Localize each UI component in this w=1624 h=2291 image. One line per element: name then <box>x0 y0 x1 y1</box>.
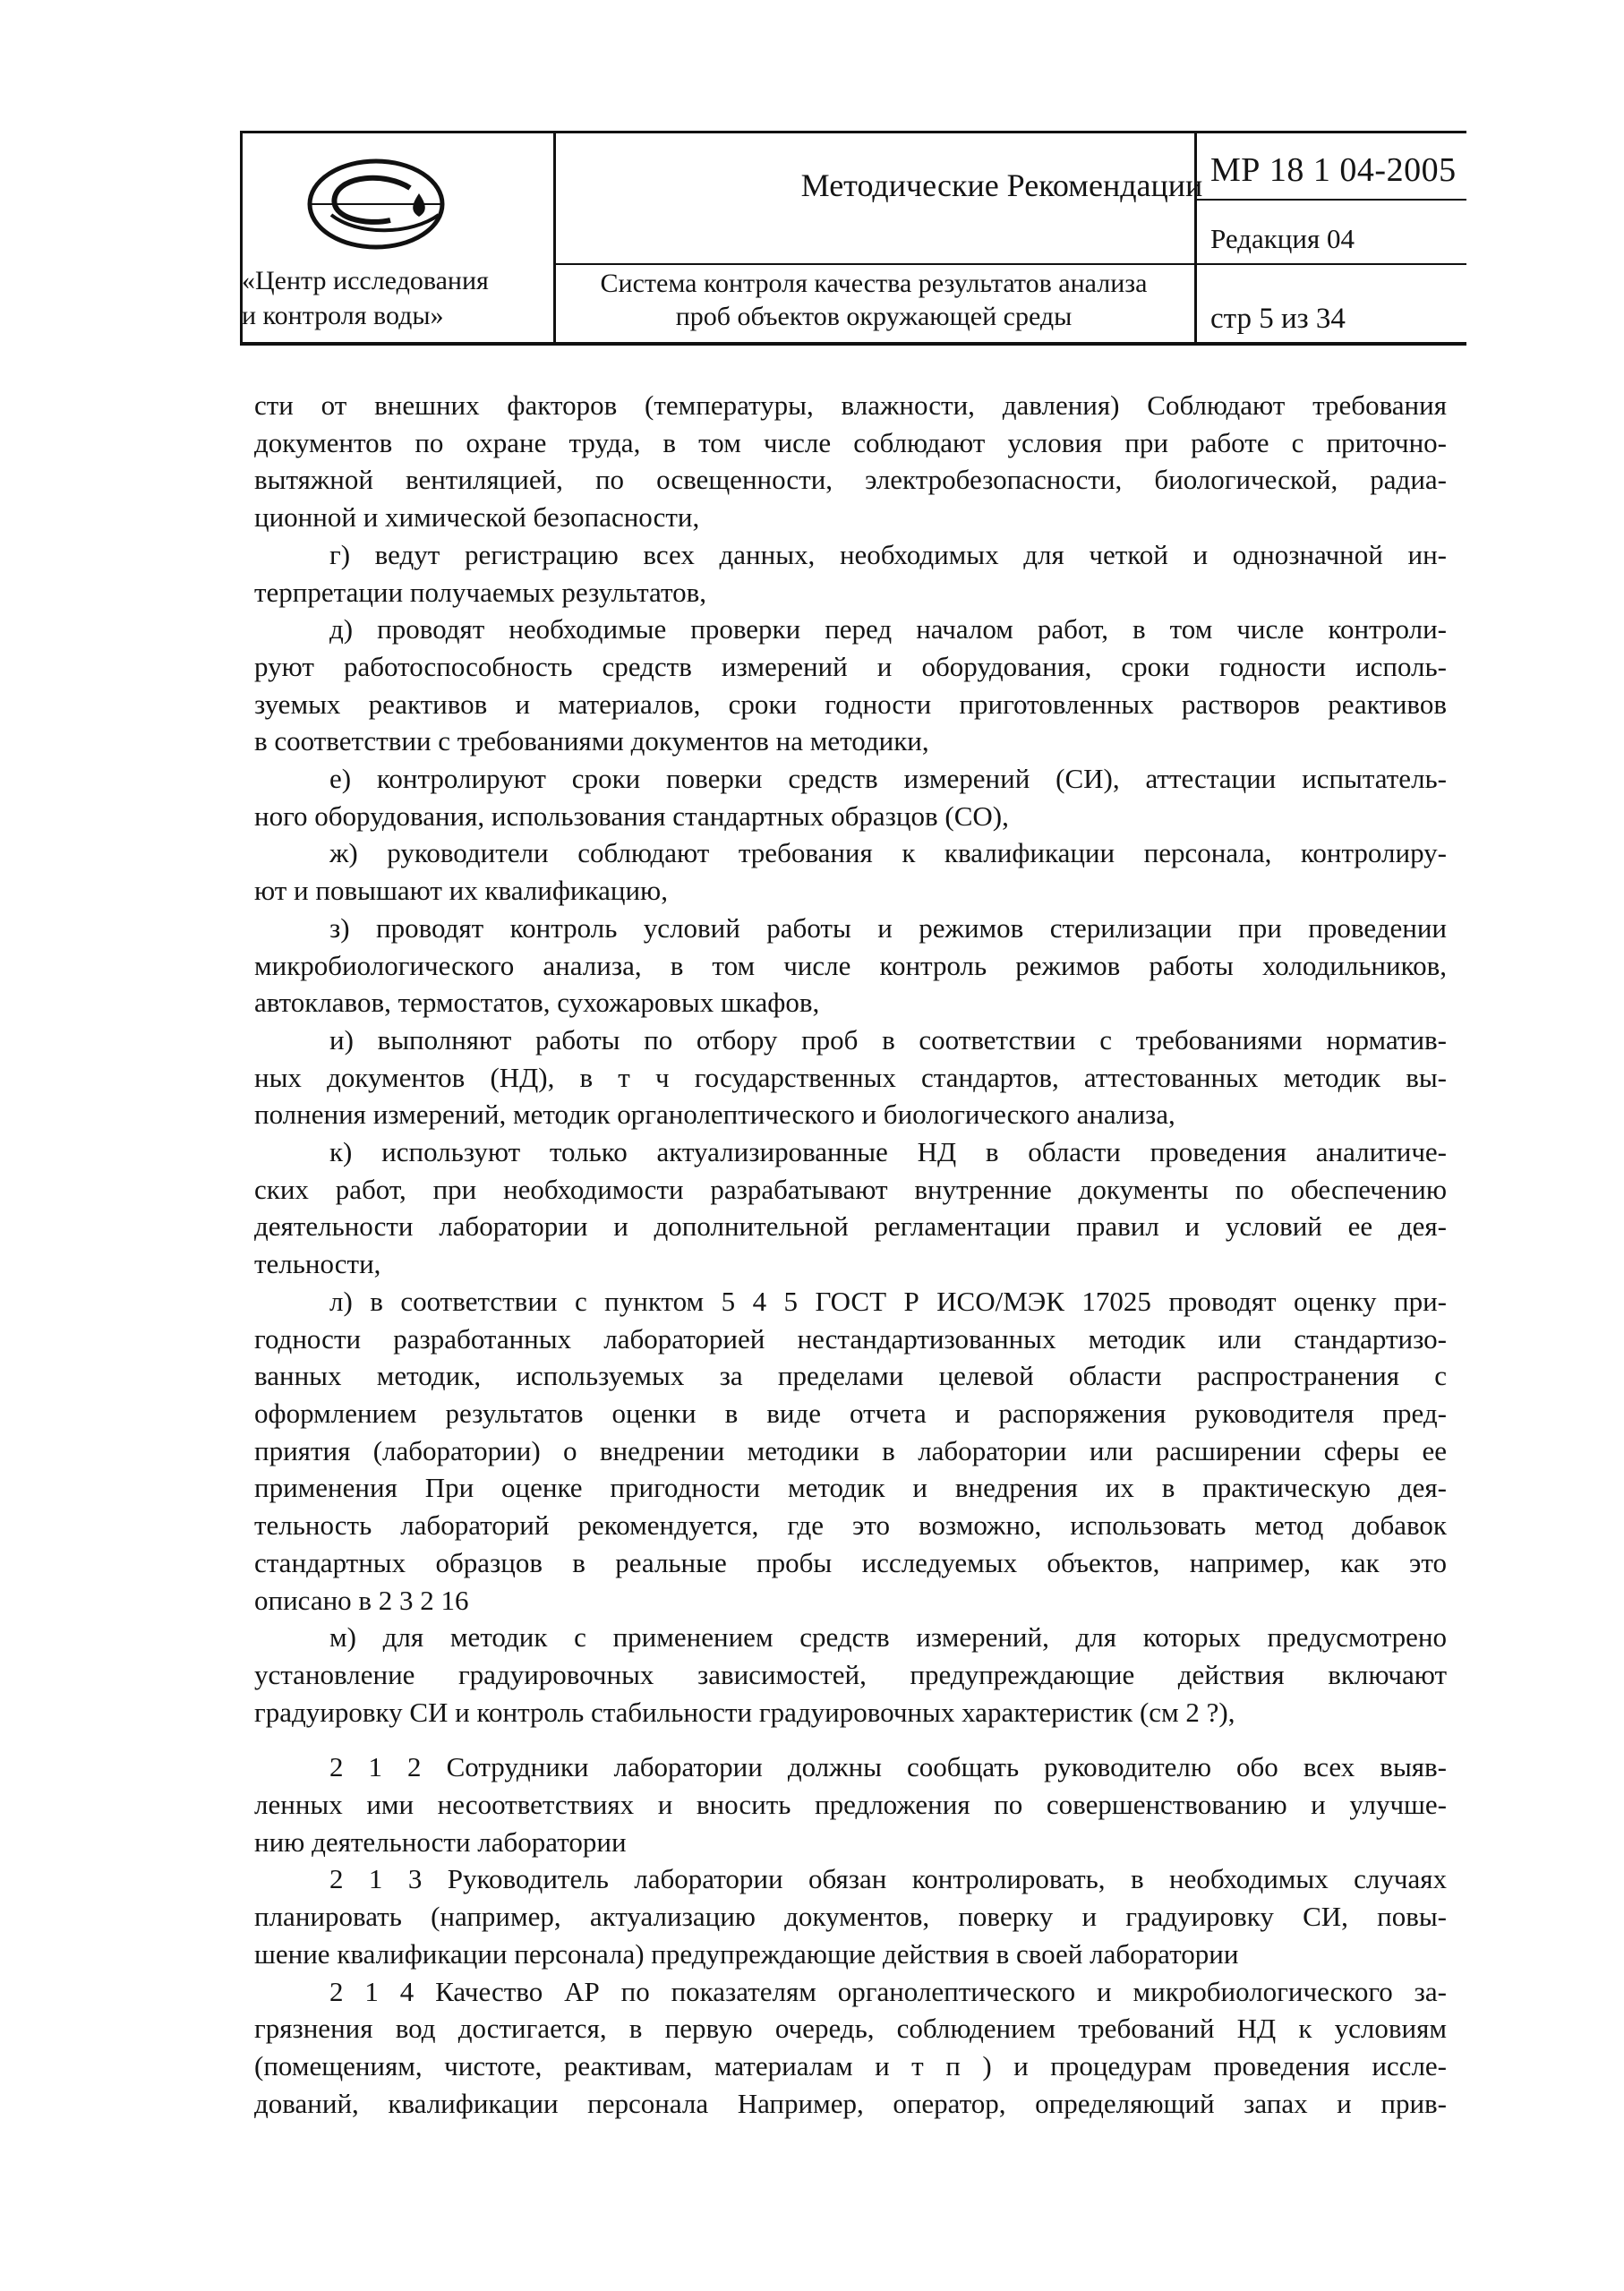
text-line: ных документов (НД), в т ч государственных стандартов, аттестованных методик вы- <box>254 1061 1447 1093</box>
text-line: (помещениям, чистоте, реактивам, материалам и т п ) и процедурам проведения иссле- <box>254 2049 1447 2082</box>
text-line: планировать (например, актуализацию документов, поверку и градуировку СИ, повы- <box>254 1901 1447 1933</box>
paragraph-continuation <box>254 387 1447 536</box>
text-line: нию деятельности лаборатории <box>254 1825 627 1858</box>
text-line: полнения измерений, методик органолептического и биологического анализа, <box>254 1098 1175 1131</box>
document-type-title: Методические Рекомендации <box>800 167 1203 203</box>
text-line: з) проводят контроль условий работы и режимов стерилизации при проведении <box>329 911 1447 944</box>
text-line: шение квалификации персонала) предупреждающие действия в своей лаборатории <box>254 1937 1239 1970</box>
paragraph-item-m <box>254 1619 1447 1731</box>
text-line: к) используют только актуализированные НД в области проведения аналитиче- <box>329 1136 1447 1168</box>
paragraph-item-zh <box>254 834 1447 909</box>
text-line: сти от внешних факторов (температуры, влажности, давления) Соблюдают требования <box>254 389 1447 421</box>
document-header <box>240 131 1466 347</box>
text-line: м) для методик с применением средств измерений, для которых предусмотрено <box>329 1621 1447 1654</box>
text-line: 2 1 4 Качество АР по показателям органолептического и микробиологического за- <box>329 1975 1447 2007</box>
text-line: ванных методик, используемых за пределами целевой области распространения с <box>254 1360 1447 1392</box>
text-line: описано в 2 3 2 16 <box>254 1584 469 1616</box>
text-line: и) выполняют работы по отбору проб в соответствии с требованиями норматив- <box>329 1023 1447 1056</box>
text-line: документов по охране труда, в том числе соблюдают условия при работе с приточно- <box>254 426 1447 458</box>
paragraph-2-1-2 <box>254 1748 1447 1860</box>
edition-label: Редакция 04 <box>1210 223 1355 254</box>
text-line: е) контролируют сроки поверки средств измерений (СИ), аттестации испытатель- <box>329 763 1447 795</box>
header-bottom-border <box>240 342 1466 346</box>
text-line: зуемых реактивов и материалов, сроки годности приготовленных растворов реактивов <box>254 688 1447 720</box>
text-line: в соответствии с требованиями документов на методики, <box>254 725 929 757</box>
text-line: д) проводят необходимые проверки перед началом работ, в том числе контроли- <box>329 613 1447 645</box>
system-title <box>553 267 1194 333</box>
text-line: ж) руководители соблюдают требования к квалификации персонала, контролиру- <box>329 837 1447 869</box>
text-line: г) ведут регистрацию всех данных, необходимых для четкой и однозначной ин- <box>329 538 1447 570</box>
text-line: деятельности лаборатории и дополнительной регламентации правил и условий ее дея- <box>254 1210 1447 1243</box>
text-line: тельности, <box>254 1248 381 1280</box>
text-line: микробиологического анализа, в том числе контроль режимов работы холодильников, <box>254 949 1447 981</box>
text-line: установление градуировочных зависимостей, предупреждающие действия включают <box>254 1658 1447 1690</box>
paragraph-item-k <box>254 1133 1447 1283</box>
paragraph-2-1-3 <box>254 1860 1447 1972</box>
paragraph-item-l <box>254 1283 1447 1619</box>
system-title-line-2: проб объектов окружающей среды <box>675 302 1073 331</box>
organization-name-line-1: «Центр исследования <box>242 266 489 295</box>
text-line: приятия (лаборатории) о внедрении методики в лаборатории или расширении сферы ее <box>254 1434 1447 1466</box>
paragraph-item-i <box>254 1022 1447 1133</box>
text-line: градуировку СИ и контроль стабильности градуировочных характеристик (см 2 ?), <box>254 1696 1235 1728</box>
system-title-line-1: Система контроля качества результатов анализа <box>600 269 1148 298</box>
text-line: автоклавов, термостатов, сухожаровых шкафов, <box>254 987 820 1019</box>
header-top-border <box>240 131 1466 133</box>
text-line: вытяжной вентиляцией, по освещенности, электробезопасности, биологической, радиа- <box>254 464 1447 496</box>
document-number: МР 18 1 04-2005 <box>1210 151 1457 189</box>
organization-name-line-2: и контроля воды» <box>242 301 444 330</box>
text-line: ционной и химической безопасности, <box>254 501 700 534</box>
header-divider-2 <box>1194 131 1197 346</box>
text-line: дований, квалификации персонала Например, оператор, определяющий запах и прив- <box>254 2087 1447 2119</box>
text-line: применения При оценке пригодности методик и внедрения их в практическую дея- <box>254 1472 1447 1504</box>
text-line: ленных ими несоответствиях и вносить предложения по совершенствованию и улучше- <box>254 1789 1447 1821</box>
text-line: руют работоспособность средств измерений и оборудования, сроки годности исполь- <box>254 650 1447 682</box>
document-body <box>254 387 1447 2122</box>
text-line: годности разработанных лабораторией нестандартизованных методик или стандартизо- <box>254 1322 1447 1355</box>
paragraph-item-e <box>254 760 1447 834</box>
text-line: ют и повышают их квалификацию, <box>254 875 668 907</box>
text-line: ного оборудования, использования стандартных образцов (СО), <box>254 799 1009 832</box>
paragraph-item-z <box>254 910 1447 1022</box>
text-line: тельность лабораторий рекомендуется, где это возможно, использовать метод добавок <box>254 1509 1447 1542</box>
header-middle-rule <box>553 263 1466 265</box>
text-line: 2 1 3 Руководитель лаборатории обязан контролировать, в необходимых случаях <box>329 1863 1447 1895</box>
organization-logo <box>304 152 448 260</box>
text-line: грязнения вод достигается, в первую очередь, соблюдением требований НД к условиям <box>254 2013 1447 2045</box>
paragraph-item-d <box>254 611 1447 760</box>
text-line: стандартных образцов в реальные пробы исследуемых объектов, например, как это <box>254 1546 1447 1578</box>
page-number: стр 5 из 34 <box>1210 303 1346 335</box>
organization-name <box>240 263 555 333</box>
text-line: л) в соответствии с пунктом 5 4 5 ГОСТ Р ИСО/МЭК 17025 проводят оценку при- <box>329 1285 1447 1317</box>
text-line: ских работ, при необходимости разрабатывают внутренние документы по обеспечению <box>254 1173 1447 1205</box>
text-line: оформлением результатов оценки в виде отчета и распоряжения руководителя пред- <box>254 1397 1447 1429</box>
text-line: терпретации получаемых результатов, <box>254 576 707 608</box>
text-line: 2 1 2 Сотрудники лаборатории должны сообщать руководителю обо всех выяв- <box>329 1751 1447 1783</box>
paragraph-item-g <box>254 536 1447 611</box>
paragraph-gap <box>254 1731 1447 1748</box>
paragraph-2-1-4 <box>254 1973 1447 2123</box>
